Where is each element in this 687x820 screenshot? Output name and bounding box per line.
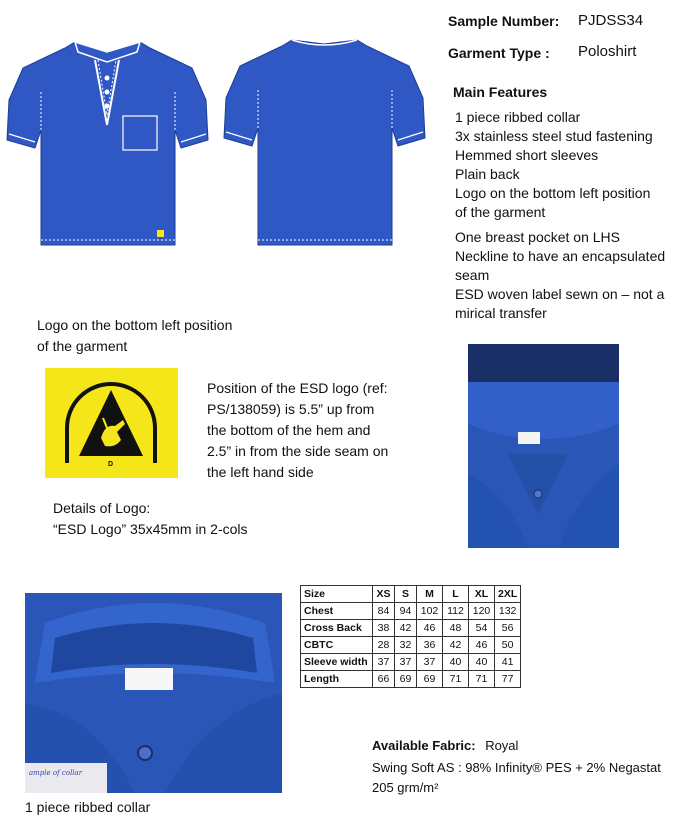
table-cell: 28 <box>373 637 395 654</box>
fabric-weight: 205 grm/m² <box>372 780 439 795</box>
feature-item: 3x stainless steel stud fastening <box>455 128 653 144</box>
logo-position-details <box>207 378 437 483</box>
size-header-cell: XS <box>373 586 395 603</box>
row-label: Cross Back <box>301 620 373 637</box>
feature-item: 1 piece ribbed collar <box>455 109 581 125</box>
table-cell: 36 <box>417 637 443 654</box>
table-row <box>301 603 521 620</box>
position-line: Position of the ESD logo (ref: <box>207 380 388 396</box>
table-cell: 41 <box>495 654 521 671</box>
table-row <box>301 671 521 688</box>
handwritten-note: ample of collar <box>29 769 83 777</box>
table-cell: 94 <box>395 603 417 620</box>
table-cell: 48 <box>443 620 469 637</box>
logo-details-title: Details of Logo: <box>53 500 151 516</box>
logo-note-line: of the garment <box>37 338 128 354</box>
table-cell: 38 <box>373 620 395 637</box>
table-cell: 120 <box>469 603 495 620</box>
sample-number-value: PJDSS34 <box>578 12 644 29</box>
table-row <box>301 654 521 671</box>
collar-closeup-photo <box>468 344 619 548</box>
features-title: Main Features <box>453 84 548 100</box>
feature-item: seam <box>455 267 490 283</box>
position-line: 2.5” in from the side seam on <box>207 443 389 459</box>
feature-item: ESD woven label sewn on – not a <box>455 286 665 302</box>
row-label: Chest <box>301 603 373 620</box>
fabric-label: Available Fabric: <box>372 738 476 753</box>
table-cell: 112 <box>443 603 469 620</box>
table-cell: 69 <box>395 671 417 688</box>
logo-details-spec: “ESD Logo” 35x45mm in 2-cols <box>53 521 248 537</box>
table-cell: 66 <box>373 671 395 688</box>
logo-note-line: Logo on the bottom left position <box>37 317 233 333</box>
size-header-cell: M <box>417 586 443 603</box>
feature-item: Plain back <box>455 166 520 182</box>
esd-logo-letter: D <box>108 461 114 468</box>
sample-number-label: Sample Number: <box>448 13 560 29</box>
logo-position-note <box>37 315 232 357</box>
fabric-color: Royal <box>485 738 519 753</box>
size-chart-table <box>300 585 521 688</box>
size-header-cell: 2XL <box>495 586 521 603</box>
table-cell: 42 <box>395 620 417 637</box>
table-cell: 32 <box>395 637 417 654</box>
feature-item: mirical transfer <box>455 305 547 321</box>
table-cell: 132 <box>495 603 521 620</box>
front-shirt-illustration <box>5 30 210 248</box>
row-label: Length <box>301 671 373 688</box>
table-cell: 37 <box>417 654 443 671</box>
feature-item: Neckline to have an encapsulated <box>455 248 666 264</box>
feature-item: One breast pocket on LHS <box>455 229 620 245</box>
feature-item: of the garment <box>455 204 546 220</box>
size-header-row <box>301 586 521 603</box>
table-row <box>301 637 521 654</box>
logo-details <box>53 498 248 540</box>
table-cell: 37 <box>373 654 395 671</box>
table-cell: 46 <box>417 620 443 637</box>
table-cell: 71 <box>443 671 469 688</box>
table-cell: 50 <box>495 637 521 654</box>
table-cell: 42 <box>443 637 469 654</box>
size-header-cell: XL <box>469 586 495 603</box>
table-cell: 77 <box>495 671 521 688</box>
ribbed-collar-photo <box>25 593 282 793</box>
table-cell: 71 <box>469 671 495 688</box>
size-header-cell: Size <box>301 586 373 603</box>
garment-type-label: Garment Type : <box>448 45 550 61</box>
collar-caption: 1 piece ribbed collar <box>25 799 151 815</box>
table-cell: 40 <box>443 654 469 671</box>
row-label: CBTC <box>301 637 373 654</box>
esd-logo <box>45 368 178 478</box>
table-row <box>301 620 521 637</box>
position-line: the left hand side <box>207 464 314 480</box>
table-cell: 37 <box>395 654 417 671</box>
table-cell: 40 <box>469 654 495 671</box>
row-label: Sleeve width <box>301 654 373 671</box>
table-cell: 56 <box>495 620 521 637</box>
table-cell: 102 <box>417 603 443 620</box>
garment-type-value: Poloshirt <box>578 43 637 60</box>
feature-item: Logo on the bottom left position <box>455 185 651 201</box>
size-header-cell: S <box>395 586 417 603</box>
feature-item: Hemmed short sleeves <box>455 147 599 163</box>
position-line: PS/138059) is 5.5” up from <box>207 401 375 417</box>
table-cell: 54 <box>469 620 495 637</box>
position-line: the bottom of the hem and <box>207 422 371 438</box>
table-cell: 69 <box>417 671 443 688</box>
fabric-info <box>372 738 518 753</box>
size-header-cell: L <box>443 586 469 603</box>
table-cell: 46 <box>469 637 495 654</box>
back-shirt-illustration <box>222 30 427 248</box>
fabric-composition: Swing Soft AS : 98% Infinity® PES + 2% Negastat <box>372 760 661 775</box>
features-list <box>455 108 685 323</box>
table-cell: 84 <box>373 603 395 620</box>
